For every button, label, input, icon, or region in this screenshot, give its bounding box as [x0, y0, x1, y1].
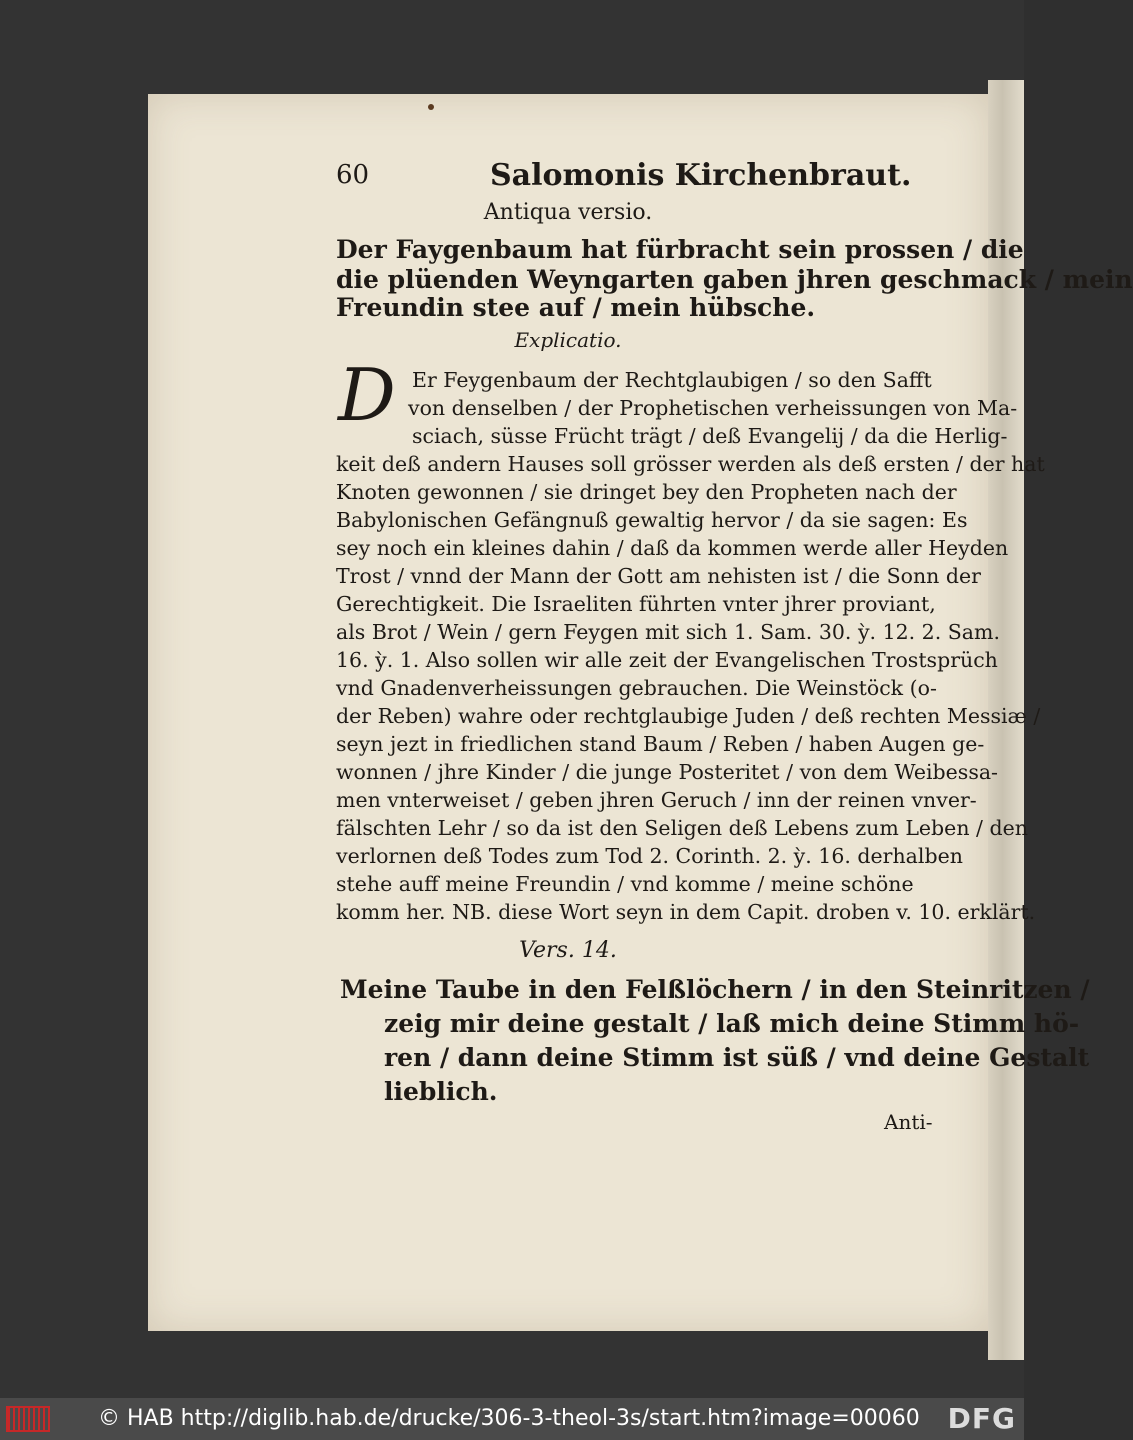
explicatio-line: vnd Gnadenverheissungen gebrauchen. Die Weinstöck (o-	[336, 676, 937, 700]
explicatio-line: seyn jezt in friedlichen stand Baum / Reben / haben Augen ge-	[336, 732, 985, 756]
dfg-logo[interactable]: DFG	[947, 1402, 1016, 1435]
explicatio-heading: Explicatio.	[514, 328, 622, 352]
explicatio-line: der Reben) wahre oder rechtglaubige Juden / deß rechten Messiæ /	[336, 704, 1041, 728]
antiqua-line: Der Faygenbaum hat fürbracht sein prossen / die	[336, 235, 1024, 264]
explicatio-line: fälschten Lehr / so da ist den Seligen deß Lebens zum Leben / den	[336, 816, 1028, 840]
explicatio-line: Er Feygenbaum der Rechtglaubigen / so den Safft	[412, 368, 932, 392]
explicatio-line: men vnterweiset / geben jhren Geruch / inn der reinen vnver-	[336, 788, 977, 812]
footer-bar	[0, 1398, 1024, 1440]
verse-line: ren / dann deine Stimm ist süß / vnd deine Gestalt	[384, 1043, 1090, 1072]
explicatio-line: verlornen deß Todes zum Tod 2. Corinth. 2. ỳ. 16. derhalben	[336, 844, 963, 868]
explicatio-line: Knoten gewonnen / sie dringet bey den Propheten nach der	[336, 480, 957, 504]
explicatio-line: sciach, süsse Frücht trägt / deß Evangelij / da die Herlig-	[412, 424, 1008, 448]
explicatio-line: 16. ỳ. 1. Also sollen wir alle zeit der Evangelischen Trostsprüch	[336, 648, 998, 672]
explicatio-line: wonnen / jhre Kinder / die junge Posteritet / von dem Weibessa-	[336, 760, 998, 784]
copyright-link[interactable]: © HAB http://diglib.hab.de/drucke/306-3-theol-3s/start.htm?image=00060	[98, 1406, 920, 1431]
explicatio-line: von denselben / der Prophetischen verheissungen von Ma-	[408, 396, 1018, 420]
verse-heading: Vers. 14.	[519, 938, 617, 963]
antiqua-line: die plüenden Weyngarten gaben jhren geschmack / mein	[336, 265, 1133, 294]
verse-line: lieblich.	[384, 1077, 498, 1106]
explicatio-line: stehe auff meine Freundin / vnd komme / meine schöne	[336, 872, 914, 896]
verse-line: zeig mir deine gestalt / laß mich deine Stimm hö-	[384, 1009, 1080, 1038]
catchword: Anti-	[884, 1110, 933, 1134]
drop-cap-initial: D	[338, 353, 396, 437]
explicatio-line: keit deß andern Hauses soll grösser werden als deß ersten / der hat	[336, 452, 1045, 476]
explicatio-line: komm her. NB. diese Wort seyn in dem Capit. droben v. 10. erklärt.	[336, 900, 1036, 924]
explicatio-line: sey noch ein kleines dahin / daß da kommen werde aller Heyden	[336, 536, 1009, 560]
antiqua-heading: Antiqua versio.	[483, 200, 653, 225]
explicatio-line: Babylonischen Gefängnuß gewaltig hervor / da sie sagen: Es	[336, 508, 968, 532]
running-title: Salomonis Kirchenbraut.	[490, 158, 912, 193]
page-number: 60	[336, 160, 370, 190]
hab-logo-icon[interactable]	[6, 1406, 50, 1432]
antiqua-line: Freundin stee auf / mein hübsche.	[336, 293, 816, 322]
explicatio-line: Gerechtigkeit. Die Israeliten führten vnter jhrer proviant,	[336, 592, 936, 616]
explicatio-line: Trost / vnnd der Mann der Gott am nehisten ist / die Sonn der	[336, 564, 981, 588]
ink-spot	[428, 104, 434, 110]
verse-line: Meine Taube in den Felßlöchern / in den Steinritzen /	[340, 975, 1090, 1004]
explicatio-line: als Brot / Wein / gern Feygen mit sich 1. Sam. 30. ỳ. 12. 2. Sam.	[336, 620, 1000, 644]
